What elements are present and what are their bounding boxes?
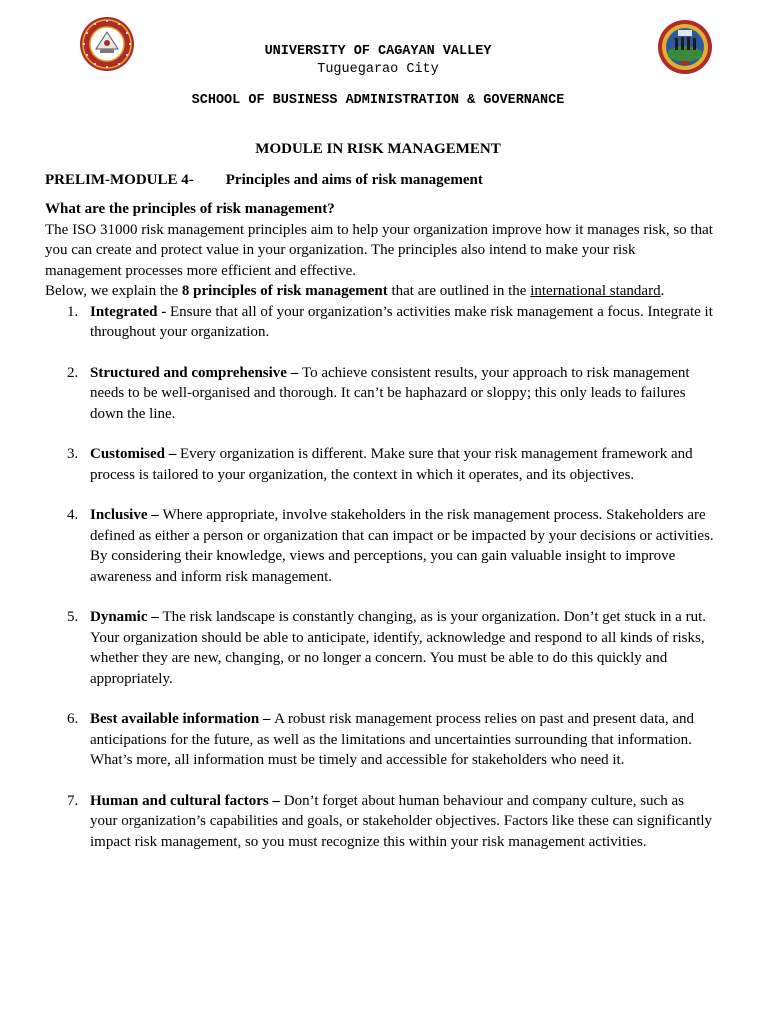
university-name: UNIVERSITY OF CAGAYAN VALLEY [264,44,492,59]
module-title: MODULE IN RISK MANAGEMENT [255,141,501,157]
principle-term: Integrated - [90,303,170,320]
below-text-mid: that are outlined in the [387,283,531,299]
prelim-topic: Principles and aims of risk management [225,172,483,188]
principle-number: 1. [67,303,79,320]
below-paragraph [45,281,715,302]
principle-item [45,302,715,343]
principle-term: Best available information – [90,711,275,727]
below-text-start: Below, we explain the [45,283,182,299]
principle-number: 2. [67,364,79,381]
principle-text: Every organization is different. Make sure that your risk management framework and process is tailored to your organization, the context in which it operates, and its objectives. [90,446,693,483]
module-content [45,199,715,872]
principle-text: To achieve consistent results, your approach to risk management needs to be well-organised and thorough. It can’t be haphazard or sloppy; this only leads to failures down the line. [90,364,690,422]
principle-item [45,791,715,853]
principle-item [45,709,715,771]
prelim-heading [45,172,483,189]
section-question: What are the principles of risk management? [45,201,335,217]
principle-text: A robust risk management process relies on past and present data, and anticipations for the future, as well as the limitations and uncertainties surrounding that information. What’s more, all information must be timely and accessible for stakeholders who need it. [90,711,695,768]
international-standard-link[interactable]: international standard [530,283,661,299]
principle-number: 6. [67,711,79,727]
prelim-label: PRELIM-MODULE 4- [45,172,194,188]
principle-term: Dynamic – [90,609,163,625]
principle-text: The risk landscape is constantly changing, as is your organization. Don’t get stuck in a rut. Your organization should be able to anticipate, identify, acknowledge and respond to all kinds of risks, whether they are new, changing, or no longer a concern. You must be able to do this quickly and appropriately. [90,609,706,687]
below-text-end: . [660,283,665,299]
principle-item [45,363,715,425]
principle-item [45,444,715,485]
principle-item [45,505,715,587]
principle-text: Don’t forget about human behaviour and company culture, such as your organization’s capabilities and goals, or stakeholder objectives. Factors like these can significantly impact risk management, so you must recognize this within your risk management activities. [90,792,713,850]
principle-number: 3. [67,446,79,462]
principle-number: 5. [67,609,79,625]
principles-list [45,302,715,853]
school-name: SCHOOL OF BUSINESS ADMINISTRATION & GOVERNANCE [191,93,565,108]
principle-text: Where appropriate, involve stakeholders in the risk management process. Stakeholders are defined as either a person or organization that can impact or be impacted by your decisions or activities. By considering their knowledge, views and perceptions, you can gain valuable insight to improve awareness and inform risk management. [90,507,714,585]
principle-text: Ensure that all of your organization’s activities make risk management a focus. Integrate it throughout your organization. [90,303,713,340]
principle-item [45,607,715,689]
principle-term: Customised – [90,446,181,462]
below-text-bold: 8 principles of risk management [181,283,388,299]
intro-paragraph: The ISO 31000 risk management principles aim to help your organization improve how it manages risk, so that you can create and protect value in your organization. The principles also intend to make your risk management processes more efficient and effective. [45,221,713,279]
principle-number: 4. [67,507,79,523]
principle-term: Human and cultural factors – [90,792,284,809]
city-name: Tuguegarao City [317,62,439,77]
principle-number: 7. [67,792,79,809]
principle-term: Structured and comprehensive – [90,364,302,381]
principle-term: Inclusive – [90,507,163,523]
